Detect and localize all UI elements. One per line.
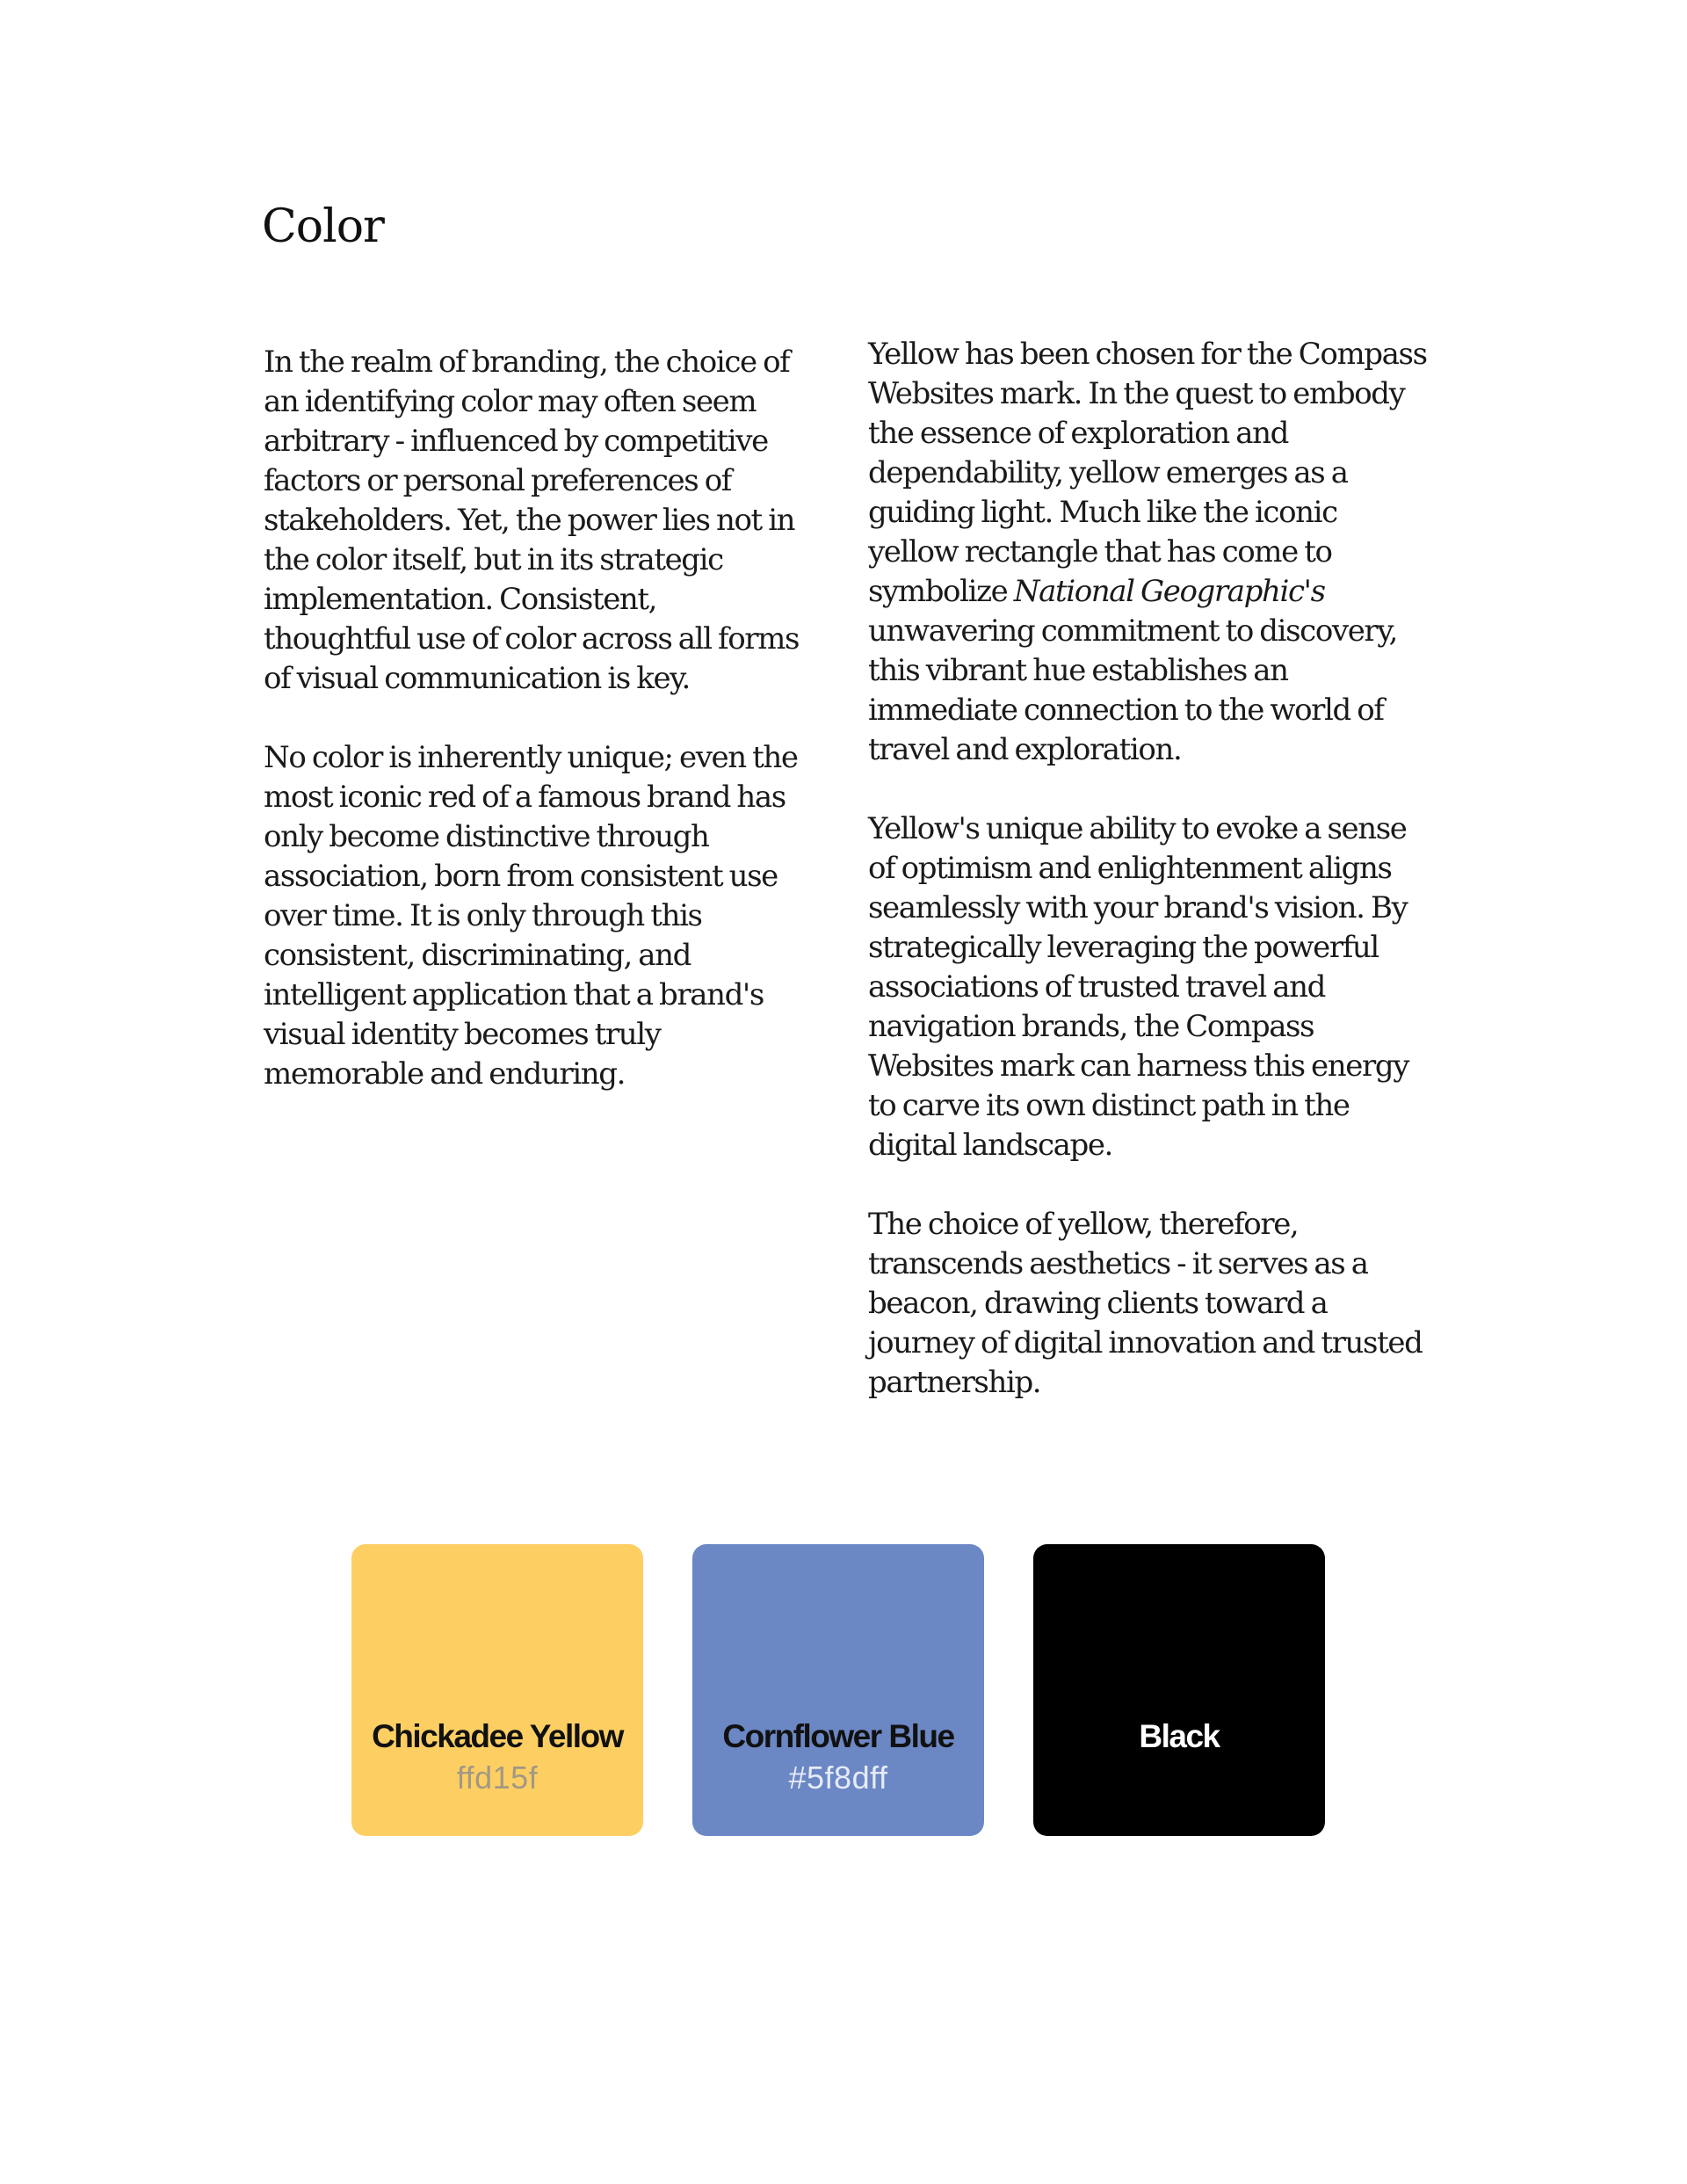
- paragraph-text: unwavering commitment to discovery, this vibrant hue establishes an immediate connection to the world of travel and exploration.: [868, 613, 1397, 767]
- swatch-name: Chickadee Yellow: [372, 1718, 623, 1754]
- left-column: [264, 343, 808, 1094]
- paragraph: No color is inherently unique; even the most iconic red of a famous brand has only become distinctive through association, born from consistent use over time. It is only through this consistent, discriminating, and intelligent application that a brand's visual identity becomes truly memorable and enduring.: [264, 740, 798, 1092]
- swatch-name: Cornflower Blue: [722, 1718, 954, 1754]
- paragraph: In the realm of branding, the choice of an identifying color may often seem arbitrary - influenced by competitive factors or personal preferences of stakeholders. Yet, the power lies not in the color itself, but in its strategic implementation. Consistent, thoughtful use of color across all forms of visual communication is key.: [264, 345, 800, 696]
- swatch-hex: #5f8dff: [788, 1760, 888, 1796]
- swatch-name: Black: [1139, 1718, 1220, 1754]
- paragraph-text: Yellow has been chosen for the Compass Websites mark. In the quest to embody the essence of exploration and dependability, yellow emerges as a guiding light. Much like the iconic yellow rectangle that has come to symbolize: [868, 337, 1427, 609]
- emphasis-text: National Geographic's: [1013, 574, 1325, 609]
- page-title: Color: [262, 200, 384, 253]
- swatch-hex: ffd15f: [456, 1760, 539, 1796]
- color-swatch-cornflower-blue: [692, 1544, 984, 1836]
- paragraph: Yellow's unique ability to evoke a sense of optimism and enlightenment aligns seamlessly with your brand's vision. By strategically leveraging the powerful associations of trusted travel and navigation brands, the Compass Websites mark can harness this energy to carve its own distinct path in the digital landscape.: [868, 811, 1409, 1163]
- paragraph: [868, 335, 1430, 770]
- paragraph: The choice of yellow, therefore, transcends aesthetics - it serves as a beacon, drawing clients toward a journey of digital innovation and trusted partnership.: [868, 1207, 1423, 1400]
- color-swatch-black: [1033, 1544, 1325, 1836]
- color-swatch-chickadee-yellow: [351, 1544, 643, 1836]
- right-column: [868, 335, 1430, 1403]
